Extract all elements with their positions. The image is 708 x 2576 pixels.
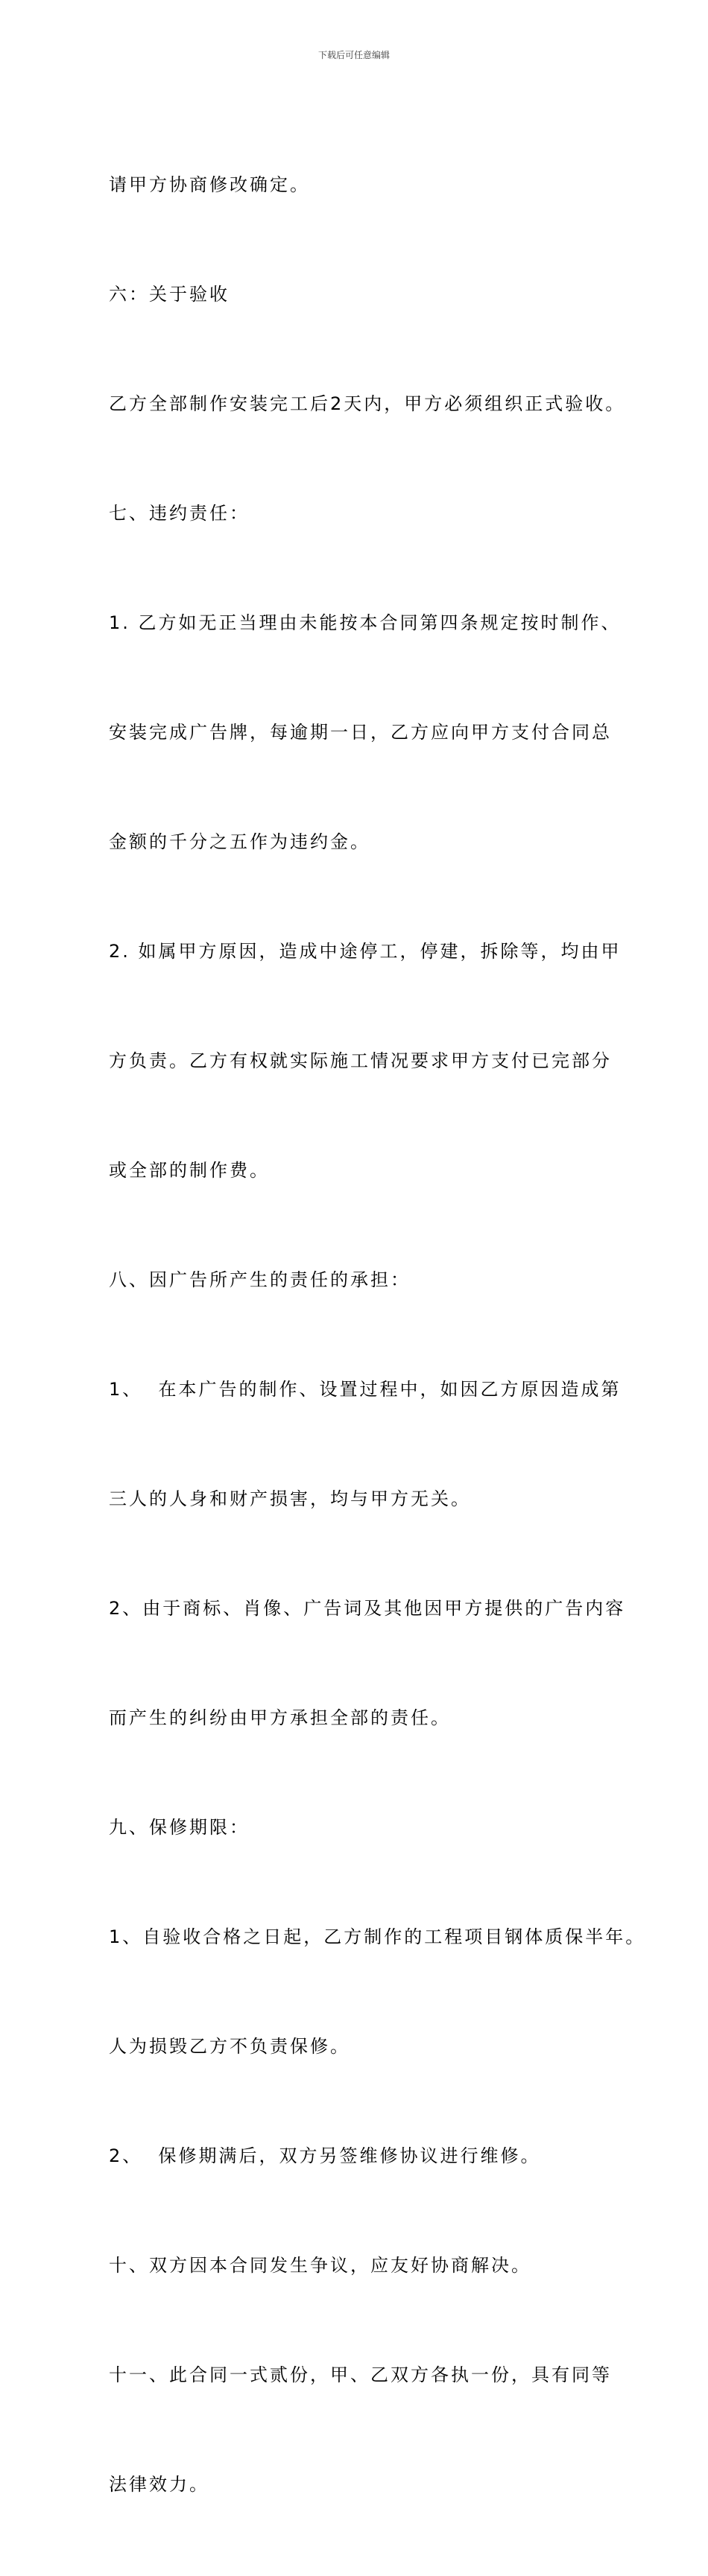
paragraph-line: 十一、此合同一式贰份，甲、乙双方各执一份，具有同等	[109, 2364, 612, 2385]
paragraph-line: 法律效力。	[109, 2474, 209, 2495]
paragraph-line: 人为损毁乙方不负责保修。	[109, 2036, 350, 2057]
paragraph-line: 乙方全部制作安装完工后2天内，甲方必须组织正式验收。	[109, 393, 626, 414]
paragraph-line: 2、 保修期满后，双方另签维修协议进行维修。	[109, 2145, 541, 2166]
paragraph-line: 2. 如属甲方原因，造成中途停工，停建，拆除等，均由甲	[109, 941, 622, 962]
paragraph-line: 2、由于商标、肖像、广告词及其他因甲方提供的广告内容	[109, 1598, 626, 1619]
section-heading: 七、违约责任：	[109, 503, 250, 524]
paragraph-line: 而产生的纠纷由甲方承担全部的责任。	[109, 1707, 451, 1728]
paragraph-line: 安装完成广告牌，每逾期一日，乙方应向甲方支付合同总	[109, 722, 612, 743]
paragraph-line: 请甲方协商修改确定。	[109, 174, 310, 195]
paragraph-line: 1. 乙方如无正当理由未能按本合同第四条规定按时制作、	[109, 612, 622, 633]
paragraph-line: 1、自验收合格之日起，乙方制作的工程项目钢体质保半年。	[109, 1926, 646, 1947]
section-heading: 九、保修期限：	[109, 1817, 250, 1838]
section-heading: 六：关于验收	[109, 284, 230, 305]
page-header: 下载后可任意编辑	[317, 50, 390, 60]
section-heading: 十、双方因本合同发生争议，应友好协商解决。	[109, 2255, 531, 2276]
section-heading: 八、因广告所产生的责任的承担：	[109, 1269, 411, 1290]
document-body	[109, 94, 646, 2576]
paragraph-line: 1、 在本广告的制作、设置过程中，如因乙方原因造成第	[109, 1379, 622, 1400]
paragraph-line: 三人的人身和财产损害，均与甲方无关。	[109, 1488, 471, 1509]
paragraph-line: 或全部的制作费。	[109, 1160, 270, 1181]
paragraph-line: 金额的千分之五作为违约金。	[109, 831, 370, 852]
paragraph-line: 方负责。乙方有权就实际施工情况要求甲方支付已完部分	[109, 1050, 612, 1071]
